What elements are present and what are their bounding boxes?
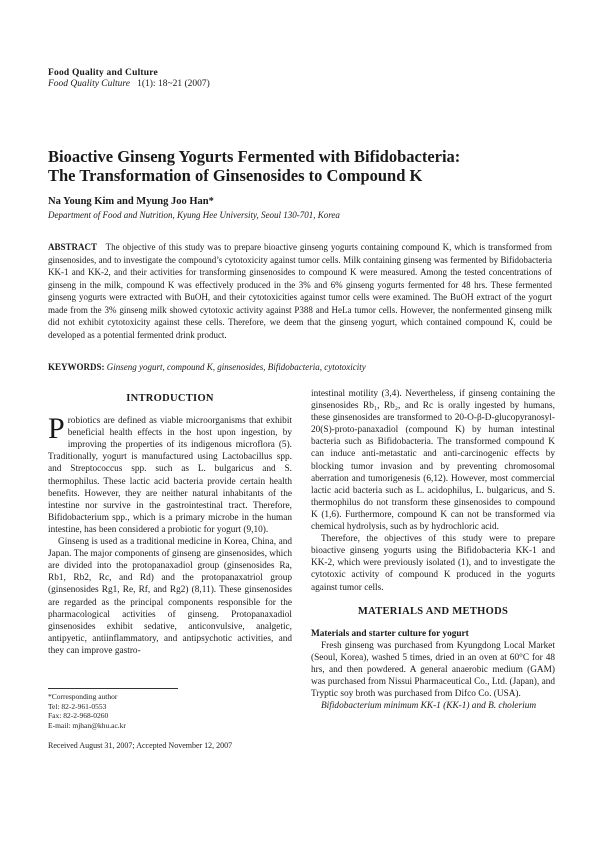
intro-paragraph-2: Ginseng is used as a traditional medicine in Korea, China, and Japan. The major components of ginseng are ginsenosides, which are divided into the protopanaxadiol group (ginsenosides Ra, Rb1, Rb2, Rc, and Rd) and the protopanaxatriol group (ginsenosides Rg1, Re, Rf, and Rg2) (8,11). These ginsenosides are regarded as the principal components responsible for the pharmacological activities of ginseng. Protopanaxadiol ginsenosides exhibit sedative, anticonvulsive, analgetic, antipyetic, antiinflammatory, and antipsychotic activities, and they can improve gastro- (48, 537, 292, 656)
intro-paragraph-1 (48, 412, 292, 536)
journal-name: Food Quality and Culture (48, 68, 158, 78)
intro-paragraph-1-text: robiotics are defined as viable microorganisms that exhibit beneficial health effects in the host upon ingestion, by improving the properties of its indigenous microflora (5). Traditionally, yogurt is manufactured using Lactobacillus spp. and Streptococcus spp. such as L. bulgaricus and S. thermophilus. These lactic acid bacteria provide certain health benefits. However, they are neither natural inhabitants of the intestine nor survive in the gastrointestinal tract. Therefore, Bifidobacterium spp., which is a primary microbe in the human intestine, has been considered a probiotic for yogurt (9,10). (48, 416, 292, 535)
journal-header (48, 68, 210, 90)
authors: Na Young Kim and Myung Joo Han* (48, 196, 214, 207)
keywords-label: KEYWORDS: (48, 362, 105, 372)
received-dates: Received August 31, 2007; Accepted November 12, 2007 (48, 741, 233, 750)
affiliation: Department of Food and Nutrition, Kyung Hee University, Seoul 130-701, Korea (48, 210, 340, 220)
title-line-2: The Transformation of Ginsenosides to Compound K (48, 166, 423, 185)
footnote-email: E-mail: mjhan@khu.ac.kr (48, 720, 126, 730)
intro-paragraph-3: intestinal motility (3,4). Nevertheless, if ginseng containing the ginsenosides Rb₁, Rb₂, and Rc is orally ingested by humans, these ginsenosides are transformed to 20-O-β-D-glucopyranosyl-20(S)-proto-panaxadiol (compound K) by human intestinal bacteria such as Bifidobacteria. The transformed compound K can induce anti-metastatic and anti-carcinogenic effects by blocking tumor invasion and by preventing chromosomal aberration and tumorigenesis (6,12). However, most commercial lactic acid bacteria such as L. acidophilus, L. bulgaricus, and S. thermophilus do not transform these ginsenosides to compound K (1,6). Furthermore, compound K can not be transformed via chemical hydrolysis, such as by hydrochloric acid. (311, 389, 555, 533)
drop-cap: P (48, 412, 65, 446)
journal-citation-name: Food Quality Culture (48, 79, 130, 89)
article-title (48, 147, 568, 185)
right-column (311, 388, 555, 712)
methods-paragraph-1: Fresh ginseng was purchased from Kyungdong Local Market (Seoul, Korea), washed 5 times, dried in an oven at 60°C for 48 hrs, and then powdered. A general anaerobic medium (GAM) was purchased from Nissui Pharmaceutical Co., Ltd. (Japan), and Tryptic soy broth was purchased from Difco Co. (USA). (311, 640, 555, 700)
journal-citation (48, 79, 210, 90)
abstract-text: The objective of this study was to prepare bioactive ginseng yogurts containing compound K, which is transformed from ginsenosides, and to investigate the compound’s cytotoxicity against tumor cells. Milk containing ginseng was fermented by Bifidobacteria KK-1 and KK-2, and their activities for transforming ginsenosides to compound K were measured. Among the tested concentrations of ginseng in the milk, compound K was effectively produced in the 3% and 6% ginseng yogurts fermented for 48 hrs. These fermented ginseng yogurts were extracted with BuOH, and their cytotoxicities against tumor cells were examined. The BuOH extract of the yogurt made from the 3% ginseng milk showed cytotoxic activity against P388 and HeLa tumor cells. However, the nonfermented ginseng milk did not exhibit cytotoxicity against these cells. Therefore, we deem that the ginseng yogurt, which contained compound K, could be developed as a potential fermented drink product. (48, 242, 553, 340)
footnote-corresponding: *Corresponding author (48, 692, 118, 701)
methods-subheading: Materials and starter culture for yogurt (311, 628, 469, 639)
journal-citation-volume: 1(1): 18~21 (2007) (137, 79, 210, 89)
abstract-label: ABSTRACT (48, 242, 98, 252)
intro-paragraph-4: Therefore, the objectives of this study were to prepare bioactive ginseng yogurts using the Bifidobacteria KK-1 and KK-2, which were previously isolated (1), and to investigate the cytotoxic activity of compound K produced in the yogurts against tumor cells. (311, 534, 555, 593)
introduction-heading: INTRODUCTION (126, 393, 214, 404)
methods-heading: MATERIALS AND METHODS (357, 605, 509, 617)
footnote-tel: Tel: 82-2-961-0553 (48, 701, 107, 711)
left-column (48, 393, 292, 657)
methods-paragraph-2: Bifidobacterium minimum KK-1 (KK-1) and B. cholerium (321, 701, 537, 712)
keywords-text: Ginseng yogurt, compound K, ginsenosides, Bifidobacteria, cytotoxicity (106, 362, 366, 372)
title-line-1: Bioactive Ginseng Yogurts Fermented with Bifidobacteria: (48, 147, 461, 166)
keywords (48, 362, 366, 372)
footnote-fax: Fax: 82-2-968-0260 (48, 711, 109, 720)
abstract (48, 241, 552, 341)
corresponding-author-footnote (48, 688, 178, 730)
